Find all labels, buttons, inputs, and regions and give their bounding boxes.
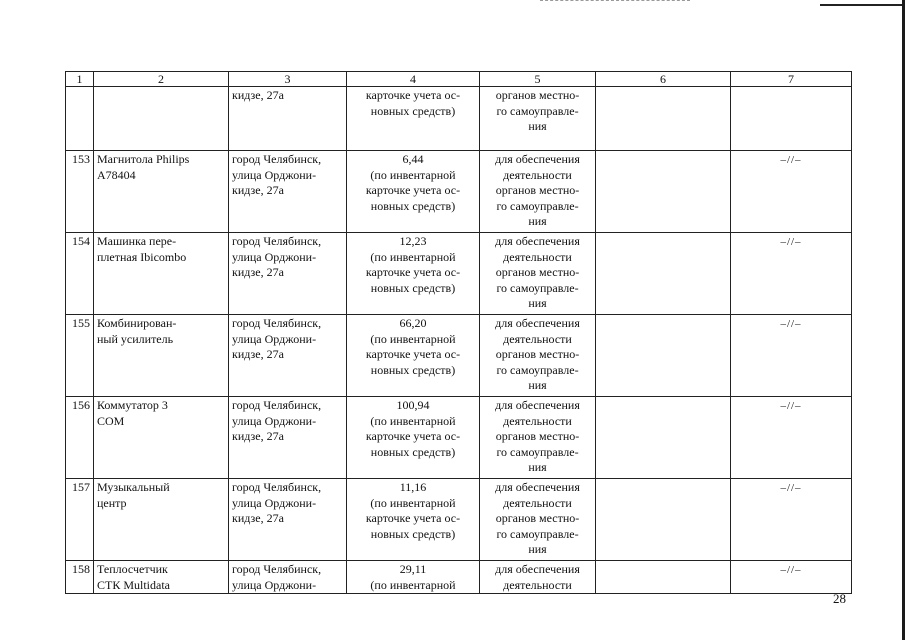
name-line: СТК Multidata — [97, 577, 170, 592]
cell-purpose — [480, 233, 596, 315]
header-col-3: 3 — [229, 72, 347, 87]
table-row — [66, 479, 852, 561]
purpose-line: го самоуправле- — [496, 280, 579, 295]
value-line: новных средств) — [370, 103, 456, 118]
address-line: город Челябинск, — [232, 152, 322, 166]
ditto-mark: –//– — [780, 400, 802, 412]
purpose-line: ния — [528, 378, 547, 392]
purpose-line: деятельности — [503, 331, 572, 346]
cell-value — [347, 87, 480, 151]
address-line: город Челябинск, — [232, 480, 322, 494]
page-number: 28 — [833, 591, 846, 606]
purpose-line: деятельности — [503, 413, 572, 428]
purpose-line: ния — [528, 214, 547, 228]
purpose-line: органов местно- — [495, 88, 580, 102]
value-line: новных средств) — [370, 280, 456, 295]
value-line: 29,11 — [399, 562, 427, 576]
cell-purpose — [480, 315, 596, 397]
scan-artifact-top-marks — [540, 0, 690, 5]
value-line: карточке учета ос- — [365, 265, 461, 279]
name-line: Магнитола Philips — [97, 152, 190, 166]
purpose-line: органов местно- — [495, 183, 580, 197]
purpose-line: деятельности — [503, 495, 572, 510]
value-line: 6,44 — [402, 152, 424, 166]
name-line: Коммутатор 3 — [97, 398, 168, 412]
purpose-line: ния — [528, 119, 547, 133]
ditto-mark: –//– — [780, 154, 802, 166]
value-line: (по инвентарной — [370, 249, 456, 264]
cell-number — [66, 87, 94, 151]
cell-col6 — [596, 397, 731, 479]
value-line: (по инвентарной — [370, 167, 456, 182]
cell-value — [347, 233, 480, 315]
table-row — [66, 233, 852, 315]
value-line: (по инвентарной — [370, 413, 456, 428]
cell-address — [229, 561, 347, 594]
table-row — [66, 151, 852, 233]
header-col-7: 7 — [731, 72, 852, 87]
value-line: карточке учета ос- — [365, 429, 461, 443]
table-body — [66, 87, 852, 594]
purpose-line: ния — [528, 460, 547, 474]
address-line: улица Орджони- — [232, 249, 317, 264]
purpose-line: для обеспечения — [495, 562, 580, 576]
address-line: улица Орджони- — [232, 413, 317, 428]
name-line: Машинка пере- — [97, 234, 177, 248]
name-line: Теплосчетчик — [97, 562, 168, 576]
purpose-line: деятельности — [503, 577, 572, 592]
table-row — [66, 561, 852, 594]
address-line: город Челябинск, — [232, 562, 322, 576]
purpose-line: органов местно- — [495, 265, 580, 279]
value-line: (по инвентарной — [370, 495, 456, 510]
value-line: карточке учета ос- — [365, 88, 461, 102]
cell-address — [229, 87, 347, 151]
cell-address — [229, 151, 347, 233]
cell-col7 — [731, 87, 852, 151]
header-col-1: 1 — [66, 72, 94, 87]
value-line: карточке учета ос- — [365, 183, 461, 197]
cell-col7 — [731, 315, 852, 397]
address-line: город Челябинск, — [232, 316, 322, 330]
cell-purpose — [480, 87, 596, 151]
address-line: кидзе, 27а — [232, 511, 284, 525]
cell-value — [347, 561, 480, 594]
cell-name — [94, 151, 229, 233]
cell-address — [229, 397, 347, 479]
purpose-line: для обеспечения — [495, 234, 580, 248]
header-col-4: 4 — [347, 72, 480, 87]
value-line: новных средств) — [370, 362, 456, 377]
header-col-6: 6 — [596, 72, 731, 87]
purpose-line: органов местно- — [495, 429, 580, 443]
cell-name — [94, 397, 229, 479]
cell-col7 — [731, 397, 852, 479]
cell-value — [347, 151, 480, 233]
inventory-table — [65, 71, 852, 594]
cell-address — [229, 479, 347, 561]
address-line: кидзе, 27а — [232, 265, 284, 279]
purpose-line: го самоуправле- — [496, 444, 579, 459]
name-line: Музыкальный — [97, 480, 170, 494]
name-line: COM — [97, 413, 125, 428]
purpose-line: ния — [528, 542, 547, 556]
cell-name — [94, 233, 229, 315]
name-line: Комбинирован- — [97, 316, 177, 330]
value-line: карточке учета ос- — [365, 511, 461, 525]
value-line: 11,16 — [399, 480, 427, 494]
table-header-row — [66, 72, 852, 87]
cell-purpose — [480, 397, 596, 479]
value-line: 66,20 — [399, 316, 427, 330]
name-line: плетная Ibicombo — [97, 249, 187, 264]
purpose-line: го самоуправле- — [496, 526, 579, 541]
value-line: (по инвентарной — [370, 577, 456, 592]
address-line: улица Орджони- — [232, 577, 317, 592]
table-row — [66, 397, 852, 479]
purpose-line: го самоуправле- — [496, 198, 579, 213]
cell-value — [347, 479, 480, 561]
cell-purpose — [480, 151, 596, 233]
purpose-line: для обеспечения — [495, 152, 580, 166]
cell-col6 — [596, 561, 731, 594]
name-line: центр — [97, 495, 127, 510]
cell-col6 — [596, 233, 731, 315]
cell-value — [347, 315, 480, 397]
name-line: ный усилитель — [97, 331, 174, 346]
purpose-line: для обеспечения — [495, 480, 580, 494]
address-line: город Челябинск, — [232, 234, 322, 248]
address-line: кидзе, 27а — [232, 183, 284, 197]
purpose-line: го самоуправле- — [496, 103, 579, 118]
cell-col7 — [731, 561, 852, 594]
ditto-mark: –//– — [780, 236, 802, 248]
address-line: кидзе, 27а — [232, 88, 284, 102]
cell-purpose — [480, 561, 596, 594]
purpose-line: для обеспечения — [495, 316, 580, 330]
value-line: (по инвентарной — [370, 331, 456, 346]
cell-number: 155 — [66, 315, 94, 397]
cell-col7 — [731, 233, 852, 315]
purpose-line: органов местно- — [495, 511, 580, 525]
cell-col6 — [596, 87, 731, 151]
cell-name — [94, 87, 229, 151]
header-col-2: 2 — [94, 72, 229, 87]
cell-col6 — [596, 151, 731, 233]
purpose-line: ния — [528, 296, 547, 310]
cell-purpose — [480, 479, 596, 561]
address-line: кидзе, 27а — [232, 429, 284, 443]
cell-number: 153 — [66, 151, 94, 233]
address-line: город Челябинск, — [232, 398, 322, 412]
value-line: новных средств) — [370, 526, 456, 541]
purpose-line: органов местно- — [495, 347, 580, 361]
cell-col7 — [731, 479, 852, 561]
cell-col6 — [596, 315, 731, 397]
name-line: A78404 — [97, 167, 136, 182]
cell-name — [94, 561, 229, 594]
address-line: улица Орджони- — [232, 331, 317, 346]
scan-artifact-top-line — [820, 4, 905, 6]
table-row-continuation — [66, 87, 852, 151]
value-line: новных средств) — [370, 198, 456, 213]
cell-number: 154 — [66, 233, 94, 315]
value-line: 12,23 — [399, 234, 427, 248]
ditto-mark: –//– — [780, 564, 802, 576]
address-line: кидзе, 27а — [232, 347, 284, 361]
cell-address — [229, 233, 347, 315]
cell-number: 157 — [66, 479, 94, 561]
purpose-line: для обеспечения — [495, 398, 580, 412]
cell-name — [94, 479, 229, 561]
cell-name — [94, 315, 229, 397]
cell-col7 — [731, 151, 852, 233]
address-line: улица Орджони- — [232, 167, 317, 182]
cell-number: 156 — [66, 397, 94, 479]
header-col-5: 5 — [480, 72, 596, 87]
ditto-mark: –//– — [780, 318, 802, 330]
purpose-line: деятельности — [503, 167, 572, 182]
value-line: 100,94 — [396, 398, 430, 412]
value-line: карточке учета ос- — [365, 347, 461, 361]
table-row — [66, 315, 852, 397]
cell-col6 — [596, 479, 731, 561]
ditto-mark: –//– — [780, 482, 802, 494]
cell-number: 158 — [66, 561, 94, 594]
cell-address — [229, 315, 347, 397]
cell-value — [347, 397, 480, 479]
address-line: улица Орджони- — [232, 495, 317, 510]
purpose-line: деятельности — [503, 249, 572, 264]
value-line: новных средств) — [370, 444, 456, 459]
purpose-line: го самоуправле- — [496, 362, 579, 377]
